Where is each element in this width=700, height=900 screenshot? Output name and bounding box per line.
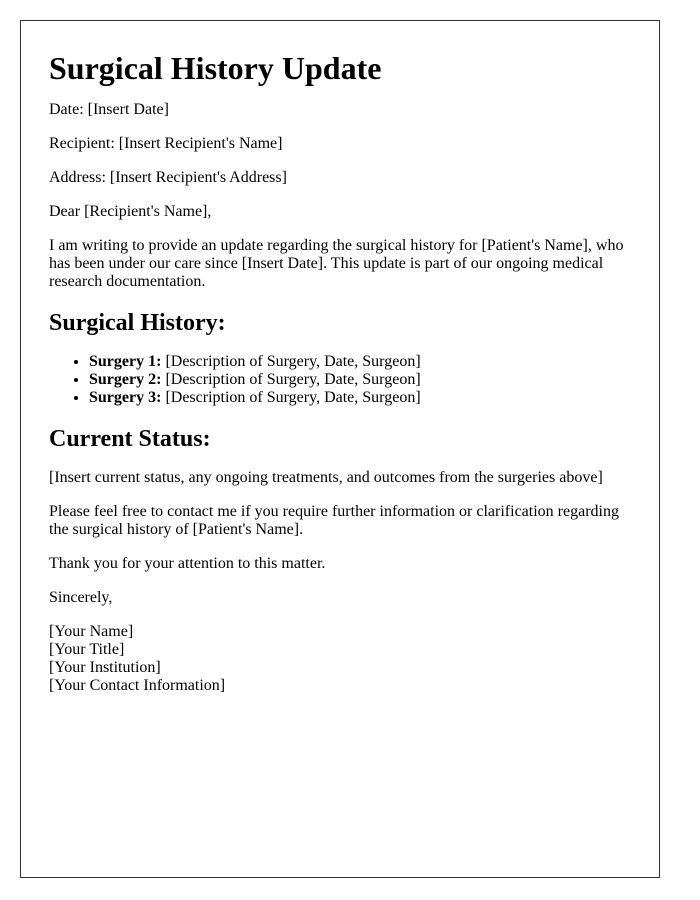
signature-block — [49, 623, 631, 695]
signature-institution: [Your Institution] — [49, 659, 161, 676]
signature-name: [Your Name] — [49, 623, 134, 640]
current-status-text: [Insert current status, any ongoing treatments, and outcomes from the surgeries above] — [49, 469, 603, 486]
surgery-label: Surgery 1: — [89, 353, 162, 370]
surgical-history-heading: Surgical History: — [49, 310, 226, 336]
address-line: Address: [Insert Recipient's Address] — [49, 169, 287, 186]
salutation: Dear [Recipient's Name], — [49, 203, 212, 220]
date-line: Date: [Insert Date] — [49, 101, 169, 118]
recipient-line: Recipient: [Insert Recipient's Name] — [49, 135, 283, 152]
surgery-description: [Description of Surgery, Date, Surgeon] — [161, 371, 421, 388]
surgery-item — [89, 371, 631, 389]
letter-page — [20, 20, 660, 878]
surgery-description: [Description of Surgery, Date, Surgeon] — [161, 353, 421, 370]
thanks-paragraph: Thank you for your attention to this matter. — [49, 555, 326, 572]
surgery-label: Surgery 3: — [89, 389, 162, 406]
signature-title: [Your Title] — [49, 641, 125, 658]
contact-paragraph: Please feel free to contact me if you require further information or clarification regarding the surgical history of [Patient's Name]. — [49, 503, 619, 538]
surgery-label: Surgery 2: — [89, 371, 162, 388]
closing: Sincerely, — [49, 589, 113, 606]
intro-paragraph: I am writing to provide an update regarding the surgical history for [Patient's Name], who has been under our care since [Insert Date]. This update is part of our ongoing medical research documentation. — [49, 237, 624, 290]
signature-contact: [Your Contact Information] — [49, 677, 226, 694]
surgery-item — [89, 353, 631, 371]
letter-title: Surgical History Update — [49, 50, 382, 86]
surgery-description: [Description of Surgery, Date, Surgeon] — [161, 389, 421, 406]
current-status-heading: Current Status: — [49, 426, 211, 452]
surgery-item — [89, 389, 631, 407]
surgery-list — [49, 353, 631, 407]
